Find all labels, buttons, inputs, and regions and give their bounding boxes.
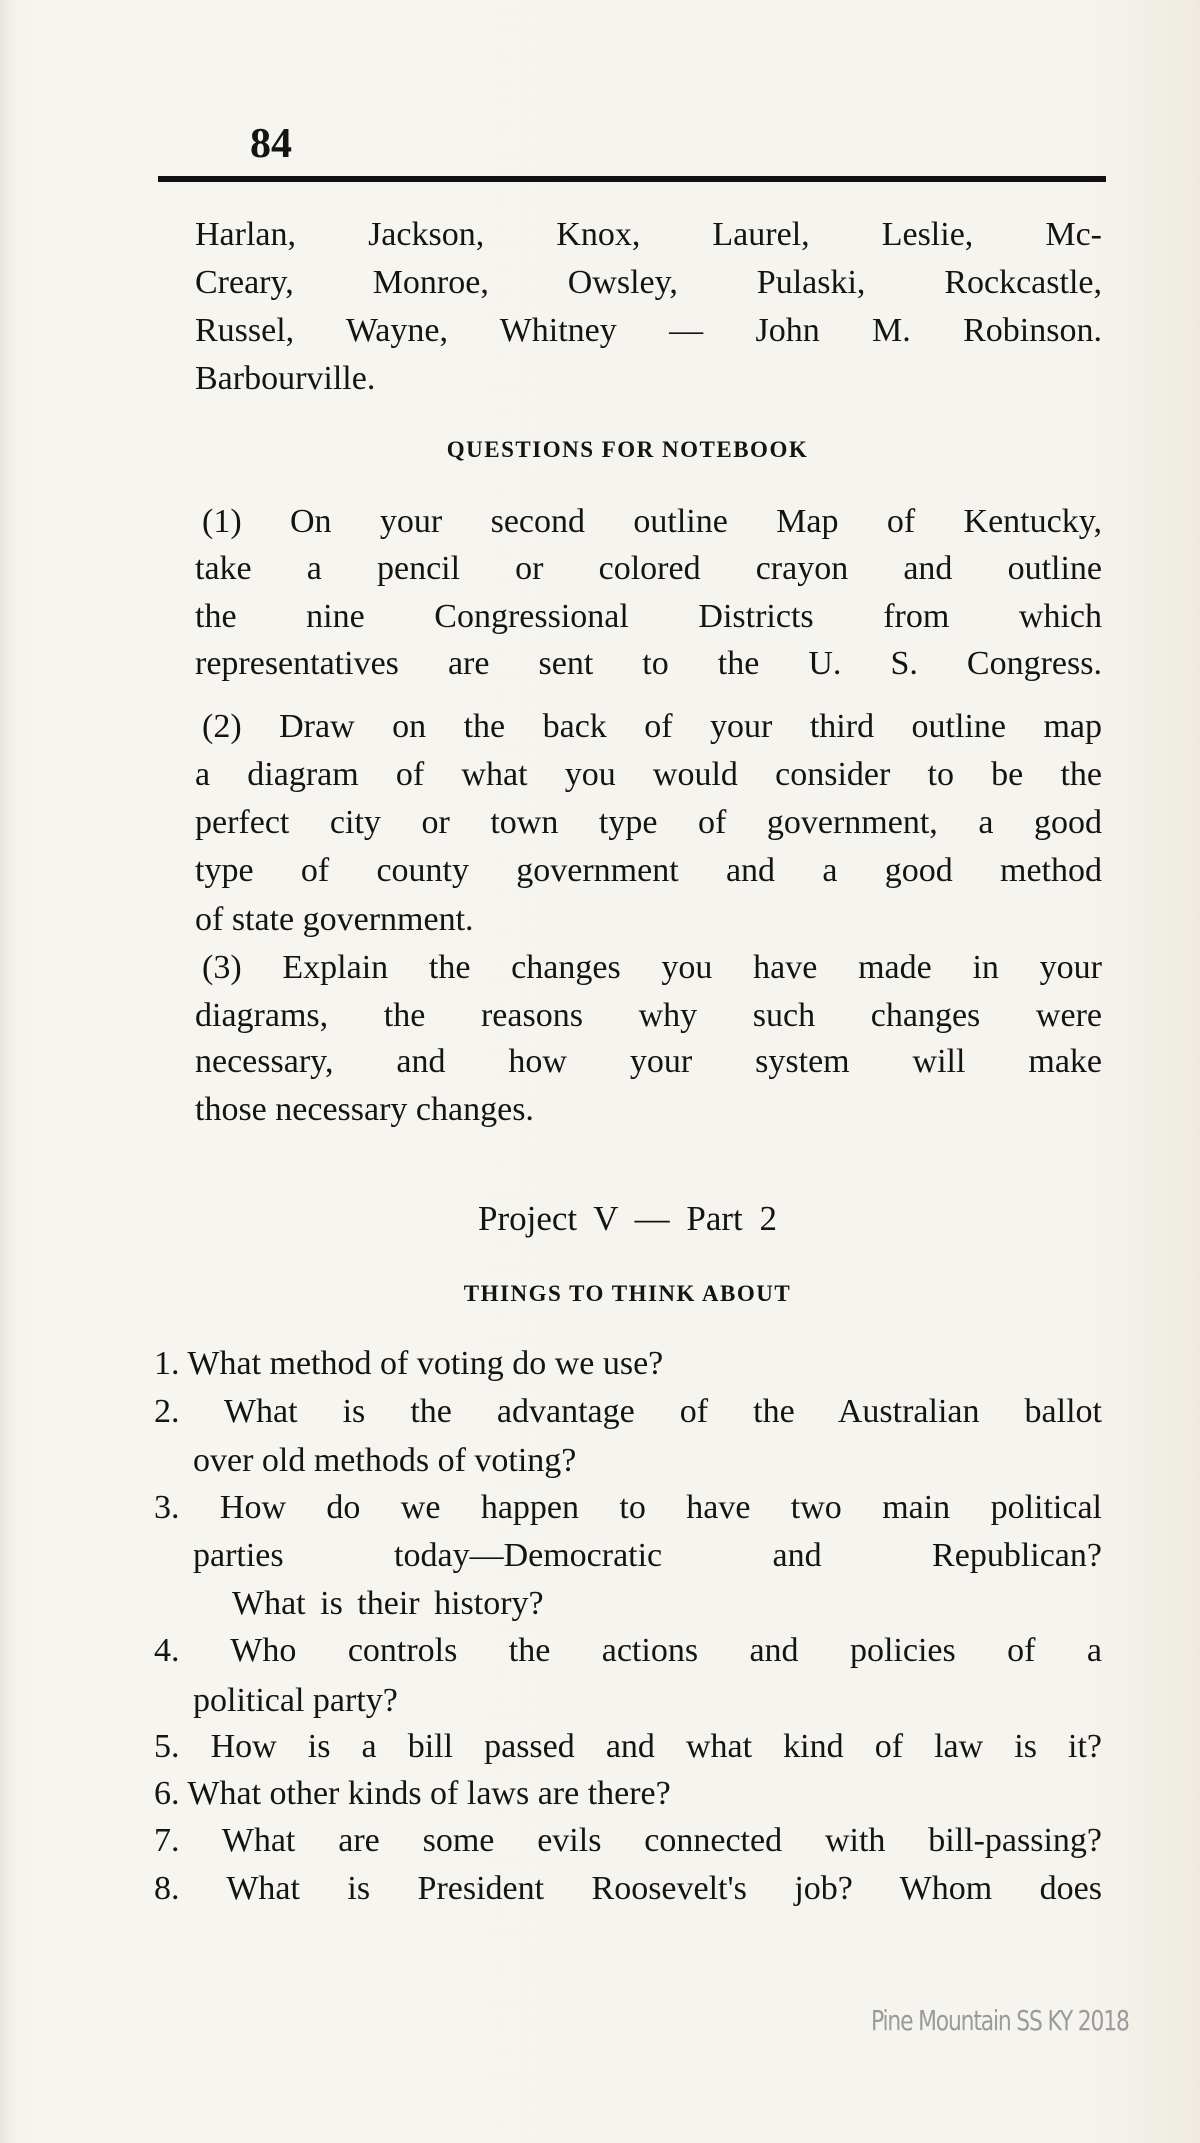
list-item-continuation: political party? xyxy=(193,1682,398,1719)
watermark: Pine Mountain SS KY 2018 xyxy=(871,2004,1129,2037)
question-2-line: of state government. xyxy=(195,901,474,938)
list-item-continuation: over old methods of voting? xyxy=(193,1442,577,1479)
question-1-line: take a pencil or colored crayon and outline xyxy=(195,550,1102,587)
question-1-line: (1) On your second outline Map of Kentucky, xyxy=(202,503,1102,540)
question-3-line: diagrams, the reasons why such changes were xyxy=(195,997,1102,1034)
list-item: 3. How do we happen to have two main political xyxy=(154,1489,1102,1526)
header-rule xyxy=(158,176,1106,182)
list-item: 1. What method of voting do we use? xyxy=(154,1345,664,1382)
list-item: 8. What is President Roosevelt's job? Whom does xyxy=(154,1870,1102,1907)
question-2-line: perfect city or town type of government, a good xyxy=(195,804,1102,841)
question-2-line: (2) Draw on the back of your third outline map xyxy=(202,708,1102,745)
intro-line: Harlan, Jackson, Knox, Laurel, Leslie, Mc- xyxy=(195,216,1102,253)
question-1-line: representatives are sent to the U. S. Congress. xyxy=(195,645,1102,682)
intro-line: Barbourville. xyxy=(195,360,376,397)
list-item-continuation: What is their history? xyxy=(232,1585,544,1622)
page-number: 84 xyxy=(250,121,292,167)
think-heading: THINGS TO THINK ABOUT xyxy=(463,1281,792,1306)
question-3-line: (3) Explain the changes you have made in your xyxy=(202,949,1102,986)
question-3-line: those necessary changes. xyxy=(195,1091,534,1128)
list-item-continuation: parties today—Democratic and Republican? xyxy=(193,1537,1102,1574)
question-1-line: the nine Congressional Districts from which xyxy=(195,598,1102,635)
question-2-line: a diagram of what you would consider to be the xyxy=(195,756,1102,793)
intro-line: Creary, Monroe, Owsley, Pulaski, Rockcastle, xyxy=(195,264,1102,301)
list-item: 4. Who controls the actions and policies of a xyxy=(154,1632,1102,1669)
intro-line: Russel, Wayne, Whitney — John M. Robinson. xyxy=(195,312,1102,349)
question-3-line: necessary, and how your system will make xyxy=(195,1043,1102,1080)
project-title: Project V — Part 2 xyxy=(477,1199,778,1238)
list-item: 5. How is a bill passed and what kind of law is it? xyxy=(154,1728,1102,1765)
list-item: 2. What is the advantage of the Australian ballot xyxy=(154,1393,1102,1430)
questions-heading: QUESTIONS FOR NOTEBOOK xyxy=(446,437,809,462)
question-2-line: type of county government and a good method xyxy=(195,852,1102,889)
list-item: 6. What other kinds of laws are there? xyxy=(154,1775,671,1812)
list-item: 7. What are some evils connected with bill-passing? xyxy=(154,1822,1102,1859)
